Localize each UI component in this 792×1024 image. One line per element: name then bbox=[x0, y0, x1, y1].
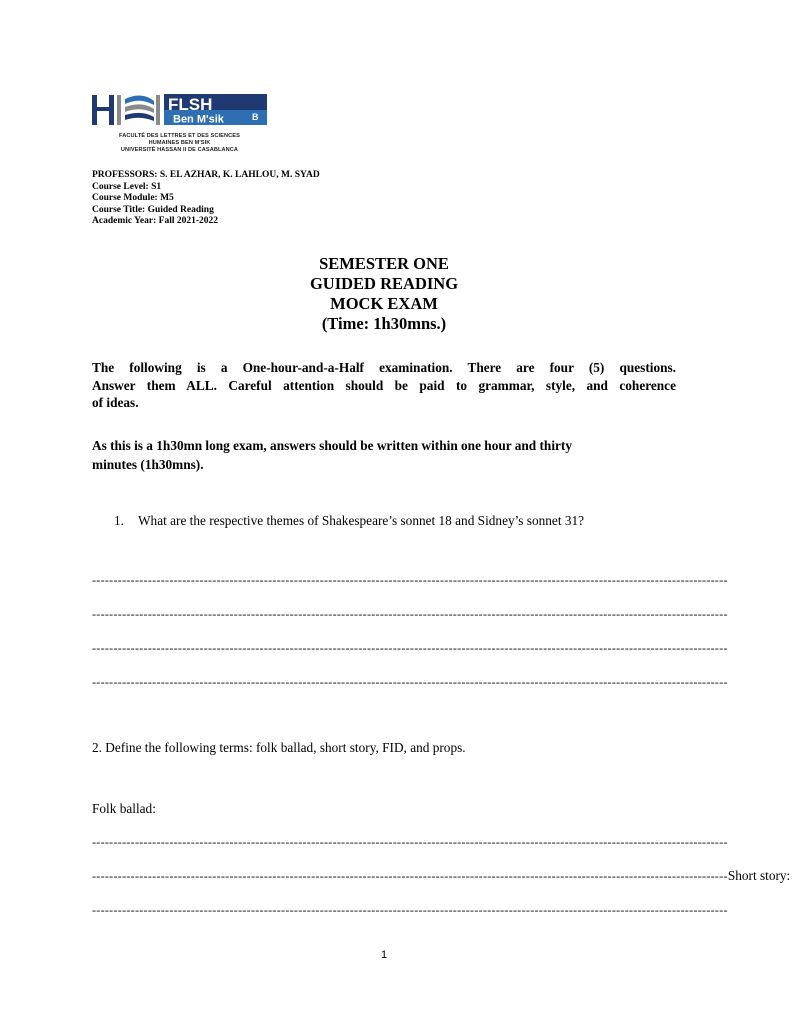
course-level-line: Course Level: S1 bbox=[92, 181, 162, 192]
question-1-text: What are the respective themes of Shakespeare’s sonnet 18 and Sidney’s sonnet 31? bbox=[138, 513, 585, 528]
academic-year-line: Academic Year: Fall 2021-2022 bbox=[92, 216, 219, 226]
course-module-line: Course Module: M5 bbox=[92, 193, 174, 203]
logo-campus-text: Ben M'sik bbox=[173, 113, 224, 126]
title-time: (Time: 1h30mns.) bbox=[321, 314, 447, 333]
course-title-line: Course Title: Guided Reading bbox=[92, 204, 214, 215]
university-logo bbox=[92, 93, 267, 159]
term-folk-ballad-label: Folk ballad: bbox=[92, 801, 156, 816]
answer-line-folk-ballad-2[interactable] bbox=[92, 867, 791, 884]
answer-line-short-story-1[interactable]: ---------------------------------------------------------------------------------------------------------------------------------------------------- bbox=[92, 903, 728, 917]
term-short-story-label: Short story: bbox=[727, 868, 791, 883]
question-1-number: 1. bbox=[114, 513, 124, 528]
answer-line-folk-ballad-1[interactable]: ---------------------------------------------------------------------------------------------------------------------------------------------------- bbox=[92, 835, 728, 849]
instructions-line-2: Answer them ALL. Careful attention should be paid to grammar, style, and coherence bbox=[92, 377, 676, 393]
flsh-logo-icon bbox=[92, 93, 267, 126]
title-exam: MOCK EXAM bbox=[330, 294, 438, 313]
title-course: GUIDED READING bbox=[309, 274, 459, 293]
time-note-line-2: minutes (1h30mns). bbox=[92, 457, 204, 472]
logo-caption-line-3: UNIVERSITÉ HASSAN II DE CASABLANCA bbox=[120, 147, 239, 153]
answer-line-q1-1[interactable]: ---------------------------------------------------------------------------------------------------------------------------------------------------- bbox=[92, 573, 728, 587]
logo-caption-line-1: FACULTÉ DES LETTRES ET DES SCIENCES bbox=[119, 133, 240, 139]
instructions-line-3: of ideas. bbox=[92, 395, 139, 410]
answer-line-q1-2[interactable]: ---------------------------------------------------------------------------------------------------------------------------------------------------- bbox=[92, 607, 728, 621]
answer-line-q1-3[interactable]: ---------------------------------------------------------------------------------------------------------------------------------------------------- bbox=[92, 641, 728, 655]
logo-brand-suffix: B bbox=[252, 112, 259, 122]
title-semester: SEMESTER ONE bbox=[319, 254, 449, 273]
answer-line-folk-ballad-2-dashes[interactable]: ---------------------------------------------------------------------------------------------------------------------------------------------------- bbox=[92, 869, 728, 883]
question-2-text: 2. Define the following terms: folk ballad, short story, FID, and props. bbox=[92, 740, 466, 755]
time-note-line-1: As this is a 1h30mn long exam, answers should be written within one hour and thirty bbox=[92, 438, 572, 453]
logo-brand-text: FLSH bbox=[168, 95, 213, 114]
answer-line-q1-4[interactable]: ---------------------------------------------------------------------------------------------------------------------------------------------------- bbox=[92, 675, 728, 689]
instructions-line-1: The following is a One-hour-and-a-Half examination. There are four (5) questions. bbox=[92, 360, 676, 375]
page-number: 1 bbox=[380, 949, 388, 961]
logo-caption-line-2: HUMAINES BEN M'SIK bbox=[148, 140, 211, 146]
professors-line: PROFESSORS: S. EL AZHAR, K. LAHLOU, M. SYAD bbox=[92, 170, 320, 180]
